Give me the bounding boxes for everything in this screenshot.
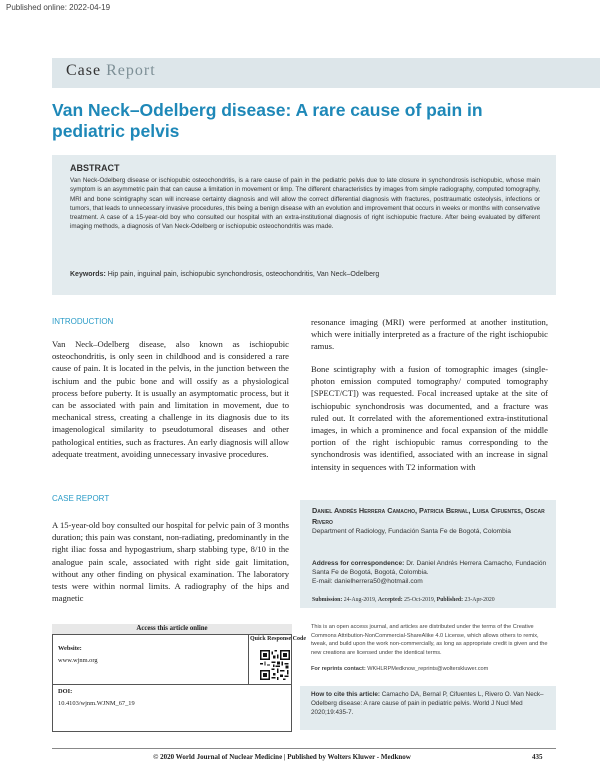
accepted-date: 25-Oct-2019, <box>404 597 436 603</box>
report-word: Report <box>106 62 156 79</box>
abstract-text: Van Neck-Odelberg disease or ischiopubic osteochondritis, is a rare cause of pain in the pediatric pelvis due to late closure in synchondrosis ischiopubic, whose main symptom is an asymmetric pain that can cause a limitation in movement or limp. The different characteristics by images from simple radiography, computed tomography, MRI and bone scintigraphy scan will increase certainty diagnosis and will allow the correct differential diagnosis with fractures, posttraumatic osteolysis, infections or tumors, that leads to unnecessary invasive procedures, this being a benign disease with an evolution and improvement that occurs in weeks or months with conservative treatment. A case of a 15-year-old boy who consulted our hospital with an extra-institutional diagnosis of right ischiopubic fracture. After being evaluated by different imaging methods, a diagnosis of Van Neck-Odelberg or ischiopubic osteochondritis was made. <box>70 177 540 231</box>
published-label: Published: <box>436 597 464 603</box>
submitted-date: 24-Aug-2019, <box>343 597 377 603</box>
reprints-email[interactable]: WKHLRPMedknow_reprints@wolterskluwer.com <box>367 666 489 672</box>
website-label: Website: <box>58 645 82 652</box>
citation-text: Camacho DA, Bernal P, Cifuentes L, Rivero O. Van Neck–Odelberg disease: A rare cause of pain in pediatric pelvis. World J Nucl Med 2020;19:435-7. <box>311 691 544 717</box>
accepted-label: Accepted: <box>377 597 403 603</box>
qr-code-label: Quick Response Code <box>250 636 307 642</box>
author-names: Daniel Andrés Herrera Camacho, Patricia Bernal, Luisa Cifuentes, Oscar Rivero <box>312 506 545 526</box>
published-on-date: 23-Apr-2020 <box>464 597 495 603</box>
article-title: Van Neck–Odelberg disease: A rare cause of pain in pediatric pelvis <box>52 100 483 141</box>
correspondence-label: Address for correspondence: <box>312 560 405 567</box>
case-report-heading: CASE REPORT <box>52 494 110 503</box>
correspondence <box>312 559 548 586</box>
case-word: Case <box>66 62 102 79</box>
license-text: This is an open access journal, and articles are distributed under the terms of the Creative Commons Attribution-NonCommercial-ShareAlike 4.0 License, which allows others to remix, tweak, and build upon the work non-commercially, as long as appropriate credit is given and the new creations are licensed under the identical terms. <box>311 624 548 656</box>
citation-label: How to cite this article: <box>311 691 380 698</box>
doi-divider <box>52 684 292 685</box>
keywords-text: Hip pain, inguinal pain, ischiopubic synchondrosis, osteochondritis, Van Neck–Odelberg <box>107 271 380 278</box>
reprints-contact <box>311 666 551 672</box>
qr-divider <box>248 634 249 684</box>
introduction-heading: INTRODUCTION <box>52 317 114 326</box>
introduction-text: Van Neck–Odelberg disease, also known as ischiopubic osteochondritis, is only seen in childhood and is considered a rare cause of pain. It is located in the pelvis, in the junction between the ischium and the pubic bone and will ossify as a physiological process before puberty. It is usually an asymptomatic process, but it can be associated with pain and limitation in movement, due to mechanical stress, creating a challenge in its diagnosis due to its imagenological similarity to pseudotumoral diseases and other pathological entities, such as fractures. An early diagnosis will allow adequate treatment, avoiding unnecessary invasive procedures. <box>52 339 289 459</box>
citation <box>311 690 549 718</box>
footer-journal: © 2020 World Journal of Nuclear Medicine | Published by Wolters Kluwer - Medknow <box>153 753 411 761</box>
access-online-heading: Access this article online <box>52 624 292 635</box>
website-link[interactable]: www.wjnm.org <box>58 657 98 664</box>
right-column-paragraph-2: Bone scintigraphy with a fusion of tomographic images (single-photon emission computed tomography/ computed tomography [SPECT/CT]) was requested. Focal increased uptake at the site of ischiopubic synchondrosis was documented, and a fracture was ruled out. It correlated with the aforementioned extra-institutional images, in which a prominence and focal expansion of the middle portion of the right ischiopubic ramus corresponding to the synchondrosis was identified, associated with an increase in signal intensity in sequences with T2 information with <box>311 364 548 472</box>
keywords <box>70 271 540 278</box>
footer-rule <box>52 748 556 749</box>
submission-dates <box>312 597 548 603</box>
published-date: Published online: 2022-04-19 <box>6 3 111 12</box>
abstract-heading: ABSTRACT <box>70 163 120 173</box>
correspondence-text: Dr. Daniel Andrés Herrera Camacho, Fundación Santa Fe de Bogotá, Bogotá, Colombia. <box>312 560 547 576</box>
keywords-label: Keywords: <box>70 271 106 278</box>
submitted-label: Submission: <box>312 597 343 603</box>
right-column-paragraph-1: resonance imaging (MRI) were performed at another institution, which were initially interpreted as a fracture of the right ischiopubic ramus. <box>311 317 548 352</box>
author-department: Department of Radiology, Fundación Santa Fe de Bogotá, Colombia <box>312 528 511 535</box>
page-number: 435 <box>532 753 543 761</box>
case-report-label <box>66 62 156 80</box>
doi-label: DOI: <box>58 688 73 695</box>
doi-value[interactable]: 10.4103/wjnm.WJNM_67_19 <box>58 700 135 707</box>
reprints-label: For reprints contact: <box>311 666 366 672</box>
qr-code-icon[interactable] <box>260 650 290 680</box>
case-report-text: A 15-year-old boy consulted our hospital for pelvic pain of 3 months duration; this pain was constant, non-radiating, predominantly in the right iliac fossa and hypogastrium, sharp stabbing type, 8/10 in the analogue pain scale, associated with right side gait limitation, without any other finding on physical examination. The laboratory tests were within normal limits. A radiography of the hips and magnetic <box>52 520 289 604</box>
correspondence-email: E-mail: danielherrera50@hotmail.com <box>312 578 423 585</box>
